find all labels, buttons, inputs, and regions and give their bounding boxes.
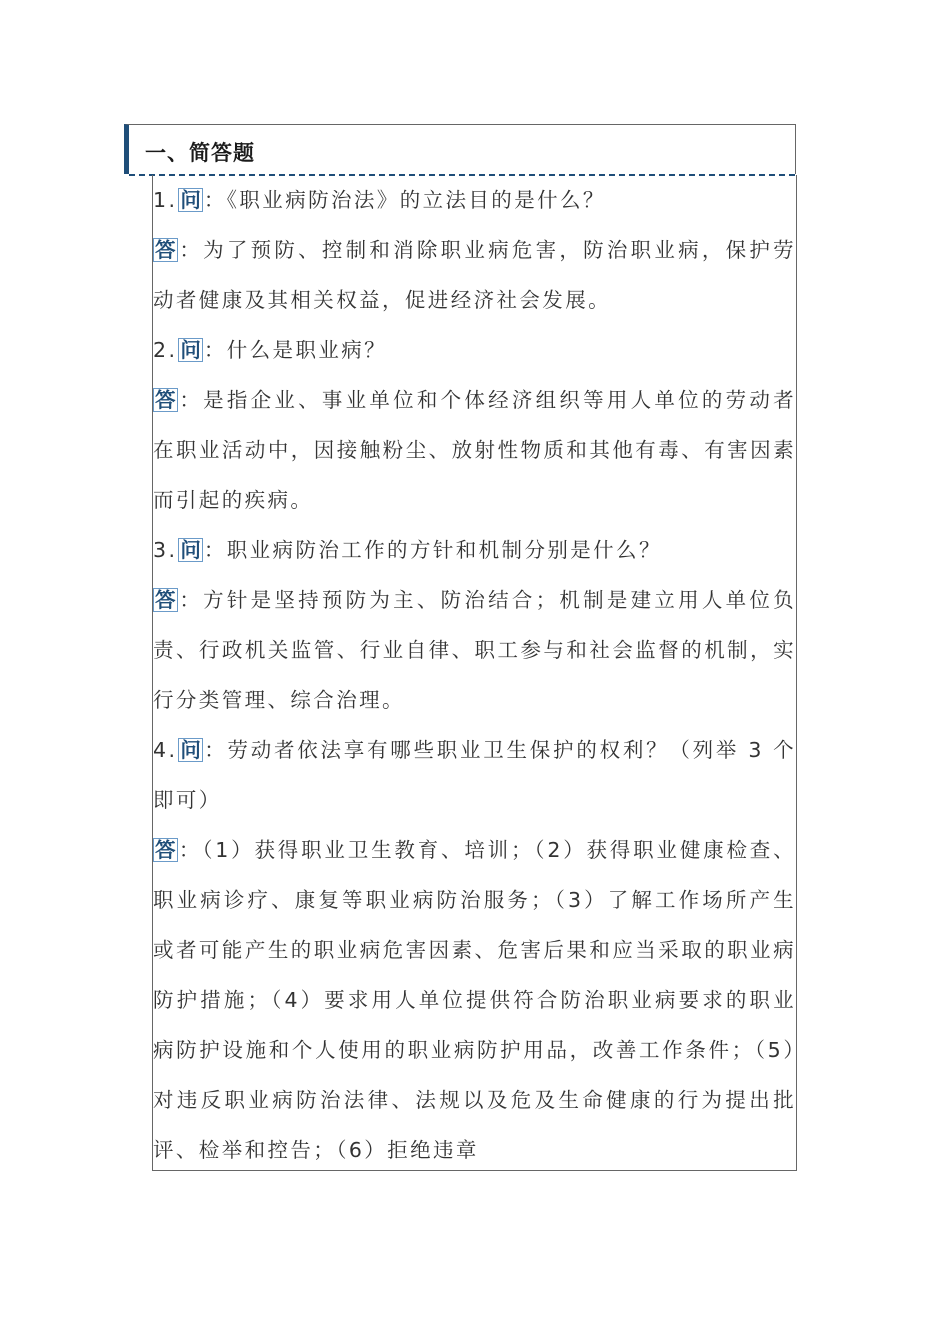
section-title: 一、简答题 — [145, 141, 255, 165]
answer-tag: 答 — [155, 238, 176, 262]
answer-2 — [153, 375, 796, 525]
question-text: ：《职业病防治法》的立法目的是什么？ — [203, 188, 606, 212]
question-4 — [153, 725, 796, 825]
question-1 — [153, 175, 796, 225]
qa-list-box — [152, 175, 797, 1171]
question-text: ：什么是职业病？ — [203, 338, 388, 362]
answer-1 — [153, 225, 796, 325]
question-text: ：劳动者依法享有哪些职业卫生保护的权利？（列举 3 个即可） — [153, 738, 796, 812]
section-header — [124, 124, 796, 174]
question-number: 4. — [153, 738, 178, 762]
answer-tag: 答 — [155, 388, 176, 412]
question-tag: 问 — [180, 188, 201, 212]
answer-tag: 答 — [155, 588, 176, 612]
qa-list — [153, 175, 796, 1171]
answer-text: ：方针是坚持预防为主、防治结合；机制是建立用人单位负责、行政机关监管、行业自律、职工参与和社会监督的机制，实行分类管理、综合治理。 — [153, 588, 796, 712]
question-text: ：职业病防治工作的方针和机制分别是什么？ — [203, 538, 662, 562]
question-tag: 问 — [180, 538, 201, 562]
answer-text: ：（1）获得职业卫生教育、培训；（2）获得职业健康检查、职业病诊疗、康复等职业病防治服务；（3）了解工作场所产生或者可能产生的职业病危害因素、危害后果和应当采取的职业病防护措施；（4）要求用人单位提供符合防治职业病要求的职业病防护设施和个人使用的职业病防护用品，改善工作条件；（5）对违反职业病防治法律、法规以及危及生命健康的行为提出批评、检举和控告；（6）拒绝违章 — [153, 838, 796, 1162]
answer-4 — [153, 825, 796, 1171]
question-number: 3. — [153, 538, 178, 562]
answer-tag: 答 — [155, 838, 176, 862]
question-tag: 问 — [180, 738, 201, 762]
answer-text: ：是指企业、事业单位和个体经济组织等用人单位的劳动者在职业活动中，因接触粉尘、放射性物质和其他有毒、有害因素而引起的疾病。 — [153, 388, 796, 512]
question-tag: 问 — [180, 338, 201, 362]
answer-3 — [153, 575, 796, 725]
question-number: 1. — [153, 188, 178, 212]
question-3 — [153, 525, 796, 575]
question-2 — [153, 325, 796, 375]
answer-text: ：为了预防、控制和消除职业病危害，防治职业病，保护劳动者健康及其相关权益，促进经济社会发展。 — [153, 238, 796, 312]
question-number: 2. — [153, 338, 178, 362]
